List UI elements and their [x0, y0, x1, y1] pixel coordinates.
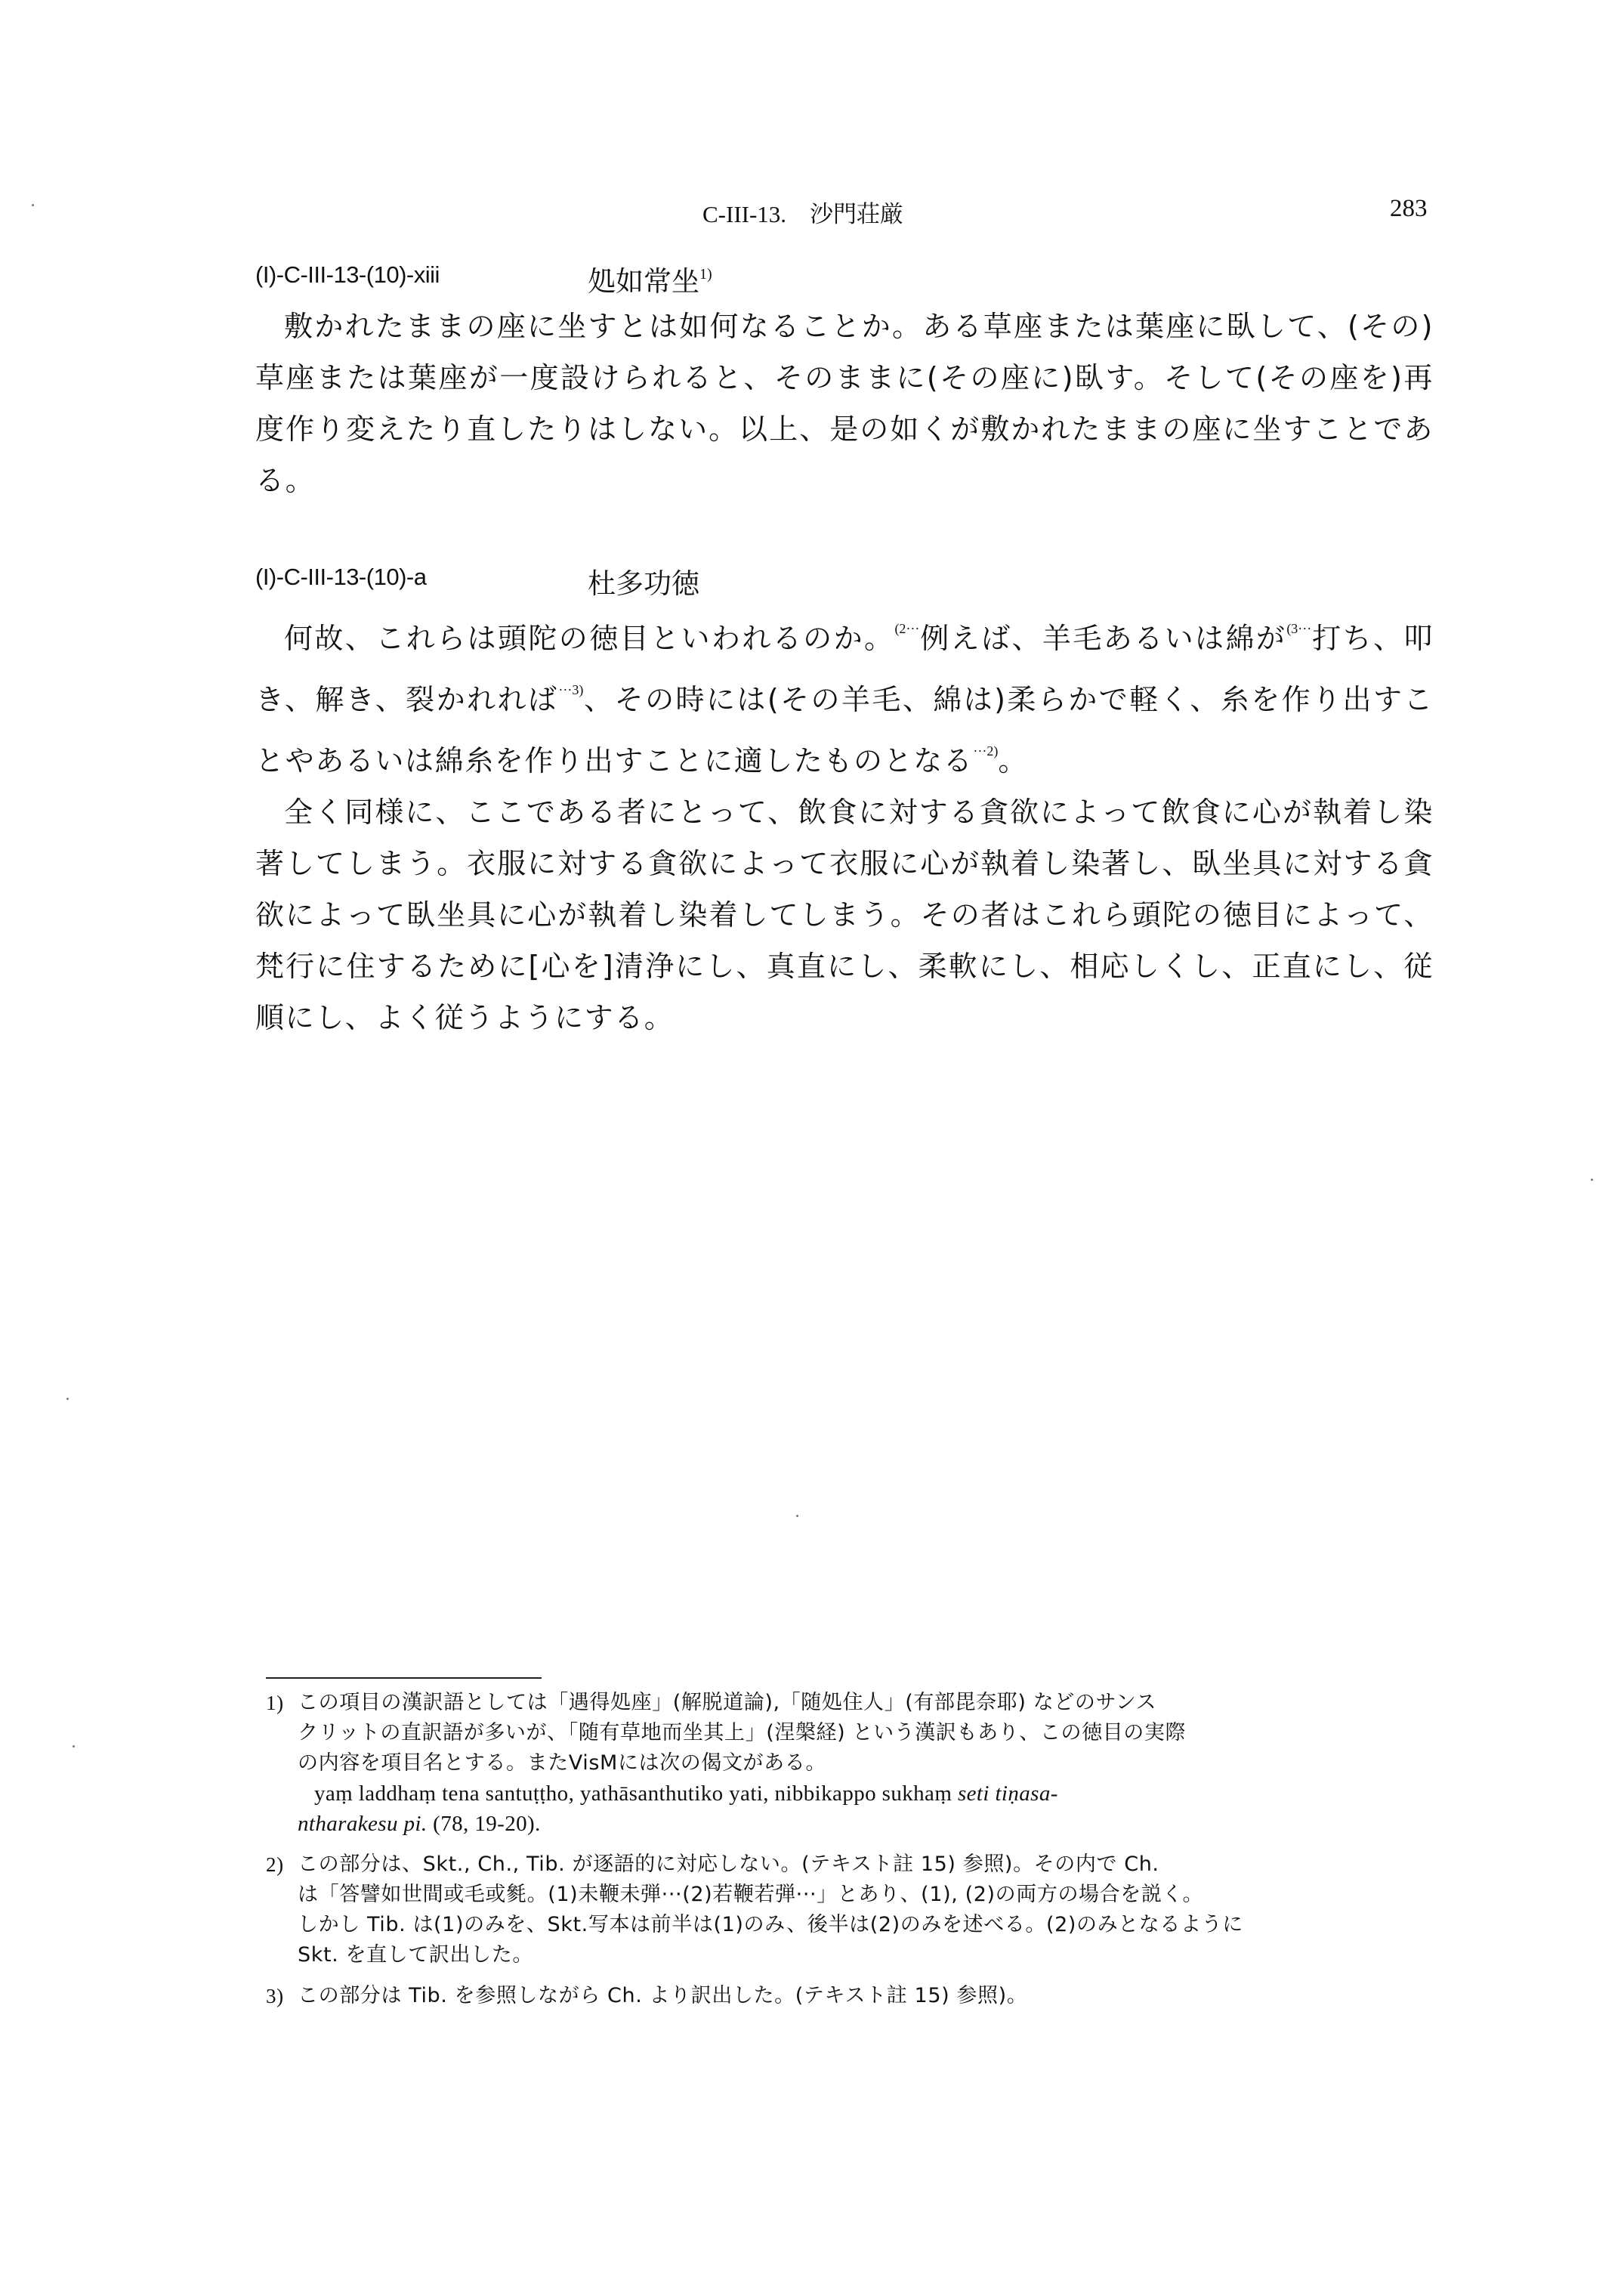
footnote-line: の内容を項目名とする。またVisMには次の偈文がある。 [298, 1751, 826, 1775]
footnote-line: しかし Tib. は(1)のみを、Skt.写本は前半は(1)のみ、後半は(2)のみを述べる。(2)のみとなるように [298, 1913, 1243, 1936]
footnote-ref: 1) [699, 266, 712, 283]
text-run: 例えば、羊毛あるいは綿が [919, 622, 1287, 655]
footnote-line: この部分は Tib. を参照しながら Ch. より訳出した。(テキスト註 15) 参照)。 [298, 1984, 1028, 2007]
section-title: 杜多功徳 [588, 567, 699, 600]
footnote-2 [266, 1849, 1422, 1970]
text-run: 、その時には(その羊毛、綿は)柔らかで軽く、糸を作り出すことやあるいは綿糸を作り出すことに適したものとなる [255, 683, 1434, 777]
section-id: (I)-C-III-13-(10)-a [255, 564, 427, 590]
note-marker: ···3) [558, 682, 584, 697]
footnote-1 [266, 1688, 1422, 1839]
running-header [0, 195, 1624, 233]
footnote-rule [266, 1677, 542, 1679]
section-a [255, 558, 1434, 1043]
page-number: 283 [1390, 195, 1428, 222]
footnote-line: Skt. を直して訳出した。 [298, 1943, 533, 1967]
section-title [588, 258, 712, 299]
pali-verse-line [298, 1778, 1422, 1809]
footnote-line: は「答譬如世間或毛或毿。(1)未鞭未弾···(2)若鞭若弾···」とあり、(1), (2)の両方の場合を説く。 [298, 1883, 1204, 1906]
scan-speck [66, 1398, 69, 1400]
footnote-number: 1) [266, 1692, 284, 1714]
paragraph: 敷かれたままの座に坐すとは如何なることか。ある草座または葉座に臥して、(その)草座または葉座が一度設けられると、そのままに(その座に)臥す。そして(その座を)再度作り変えたり直したりはしない。以上、是の如くが敷かれたままの座に坐すことである。 [255, 310, 1434, 497]
pali-text: yaṃ laddhaṃ tena santuṭṭho, yathāsanthutiko yati, nibbikappo sukhaṃ [314, 1781, 958, 1806]
scan-speck [73, 1745, 75, 1747]
header-title: C-III-13. 沙門荘厳 [702, 201, 904, 227]
pali-text-italic: seti tiṇasa- [957, 1781, 1058, 1806]
scan-speck [32, 204, 34, 206]
verse-reference: (78, 19-20). [427, 1812, 541, 1836]
text-run: 。 [998, 744, 1028, 777]
footnote-3 [266, 1981, 1422, 2011]
text-run: 打ち、叩き、解き、裂かれれば [255, 622, 1434, 716]
note-marker: (2··· [894, 621, 920, 636]
section-heading [255, 255, 1434, 301]
scan-speck [1591, 1179, 1593, 1181]
section-xiii [255, 255, 1434, 506]
section-heading [255, 558, 1434, 603]
footnote-number: 3) [266, 1985, 284, 2007]
text-run: 何故、これらは頭陀の徳目といわれるのか。 [284, 622, 895, 655]
scan-speck [796, 1515, 798, 1517]
section-id: (I)-C-III-13-(10)-xiii [255, 261, 440, 288]
paragraph: 全く同様に、ここである者にとって、飲食に対する貪欲によって飲食に心が執着し染著してしまう。衣服に対する貪欲によって衣服に心が執着し染著し、臥坐具に対する貪欲によって臥坐具に心が執着し染着してしまう。その者はこれら頭陀の徳目によって、梵行に住するために[心を]清浄にし、真直にし、柔軟にし、相応しくし、正直にし、従順にし、よく従うようにする。 [255, 796, 1434, 1034]
footnote-number: 2) [266, 1853, 284, 1876]
footnote-line: この項目の漢訳語としては「遇得処座」(解脱道論),「随処住人」(有部毘奈耶) などのサンス [298, 1691, 1157, 1714]
paragraph [255, 603, 1434, 786]
note-marker: ···2) [973, 743, 999, 759]
section-title-text: 処如常坐 [588, 265, 699, 298]
footnote-line: クリットの直訳語が多いが、「随有草地而坐其上」(涅槃経) という漢訳もあり、この徳目の実際 [298, 1721, 1187, 1744]
footnotes [266, 1688, 1422, 2022]
note-marker: (3··· [1286, 621, 1312, 636]
pali-verse-line [298, 1809, 1422, 1839]
pali-text-italic: ntharakesu pi. [298, 1812, 428, 1836]
footnote-line: この部分は、Skt., Ch., Tib. が逐語的に対応しない。(テキスト註 15) 参照)。その内で Ch. [298, 1853, 1159, 1876]
